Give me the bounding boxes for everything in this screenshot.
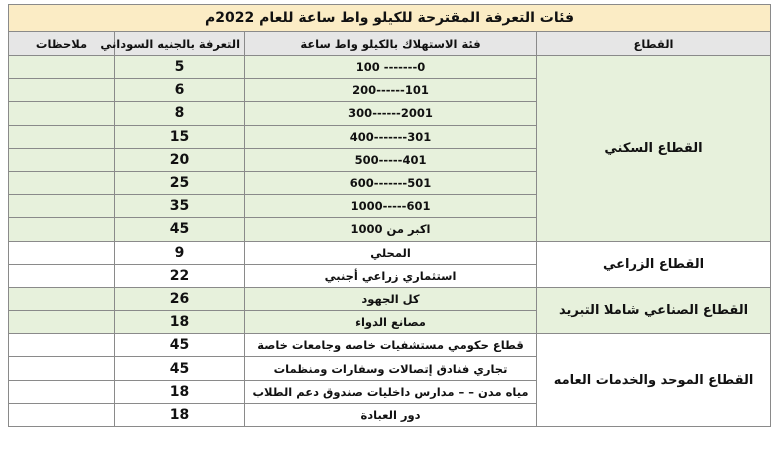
tariff-table	[8, 4, 771, 427]
notes-cell	[9, 334, 115, 357]
rate-cell: 25	[115, 171, 245, 194]
table-row	[9, 241, 771, 264]
notes-cell	[9, 287, 115, 310]
rate-cell: 20	[115, 148, 245, 171]
notes-cell	[9, 357, 115, 380]
category-cell: 501-------600	[245, 171, 537, 194]
category-cell: المحلي	[245, 241, 537, 264]
rate-cell: 6	[115, 79, 245, 102]
table-title: فئات التعرفة المقترحة للكيلو واط ساعة للعام 2022م	[9, 5, 771, 32]
notes-cell	[9, 79, 115, 102]
category-cell: 601-----1000	[245, 195, 537, 218]
notes-cell	[9, 102, 115, 125]
category-cell: استثماري زراعي أجنبي	[245, 264, 537, 287]
table-row	[9, 56, 771, 79]
category-cell: دور العبادة	[245, 403, 537, 426]
rate-cell: 5	[115, 56, 245, 79]
category-cell: 101------200	[245, 79, 537, 102]
category-cell: 0------- 100	[245, 56, 537, 79]
rate-cell: 22	[115, 264, 245, 287]
notes-cell	[9, 218, 115, 241]
category-cell: اكبر من 1000	[245, 218, 537, 241]
rate-cell: 18	[115, 311, 245, 334]
sector-cell: القطاع السكني	[537, 56, 771, 242]
category-cell: تجاري فنادق إتصالات وسفارات ومنظمات	[245, 357, 537, 380]
rate-cell: 18	[115, 380, 245, 403]
rate-cell: 45	[115, 357, 245, 380]
rate-cell: 26	[115, 287, 245, 310]
notes-cell	[9, 171, 115, 194]
table-row	[9, 287, 771, 310]
notes-cell	[9, 125, 115, 148]
sector-cell: القطاع الزراعي	[537, 241, 771, 287]
category-cell: مياه مدن – – مدارس داخليات صندوق دعم الطلاب	[245, 380, 537, 403]
header-sector: القطاع	[537, 32, 771, 56]
sector-cell: القطاع الموحد والخدمات العامه	[537, 334, 771, 427]
notes-cell	[9, 380, 115, 403]
rate-cell: 9	[115, 241, 245, 264]
rate-cell: 8	[115, 102, 245, 125]
table-row	[9, 334, 771, 357]
rate-cell: 18	[115, 403, 245, 426]
notes-cell	[9, 311, 115, 334]
rate-cell: 45	[115, 218, 245, 241]
category-cell: 301-------400	[245, 125, 537, 148]
notes-cell	[9, 148, 115, 171]
tariff-body	[9, 56, 771, 427]
header-rate: التعرفة بالجنيه السوداني	[115, 32, 245, 56]
rate-cell: 35	[115, 195, 245, 218]
sector-cell: القطاع الصناعي شاملا التبريد	[537, 287, 771, 333]
category-cell: 401-----500	[245, 148, 537, 171]
category-cell: قطاع حكومي مستشفيات خاصه وجامعات خاصة	[245, 334, 537, 357]
rate-cell: 45	[115, 334, 245, 357]
notes-cell	[9, 264, 115, 287]
header-category: فئة الاستهلاك بالكيلو واط ساعة	[245, 32, 537, 56]
rate-cell: 15	[115, 125, 245, 148]
category-cell: مصانع الدواء	[245, 311, 537, 334]
notes-cell	[9, 195, 115, 218]
category-cell: 2001------300	[245, 102, 537, 125]
notes-cell	[9, 241, 115, 264]
notes-cell	[9, 56, 115, 79]
header-notes: ملاحظات	[9, 32, 115, 56]
category-cell: كل الجهود	[245, 287, 537, 310]
notes-cell	[9, 403, 115, 426]
